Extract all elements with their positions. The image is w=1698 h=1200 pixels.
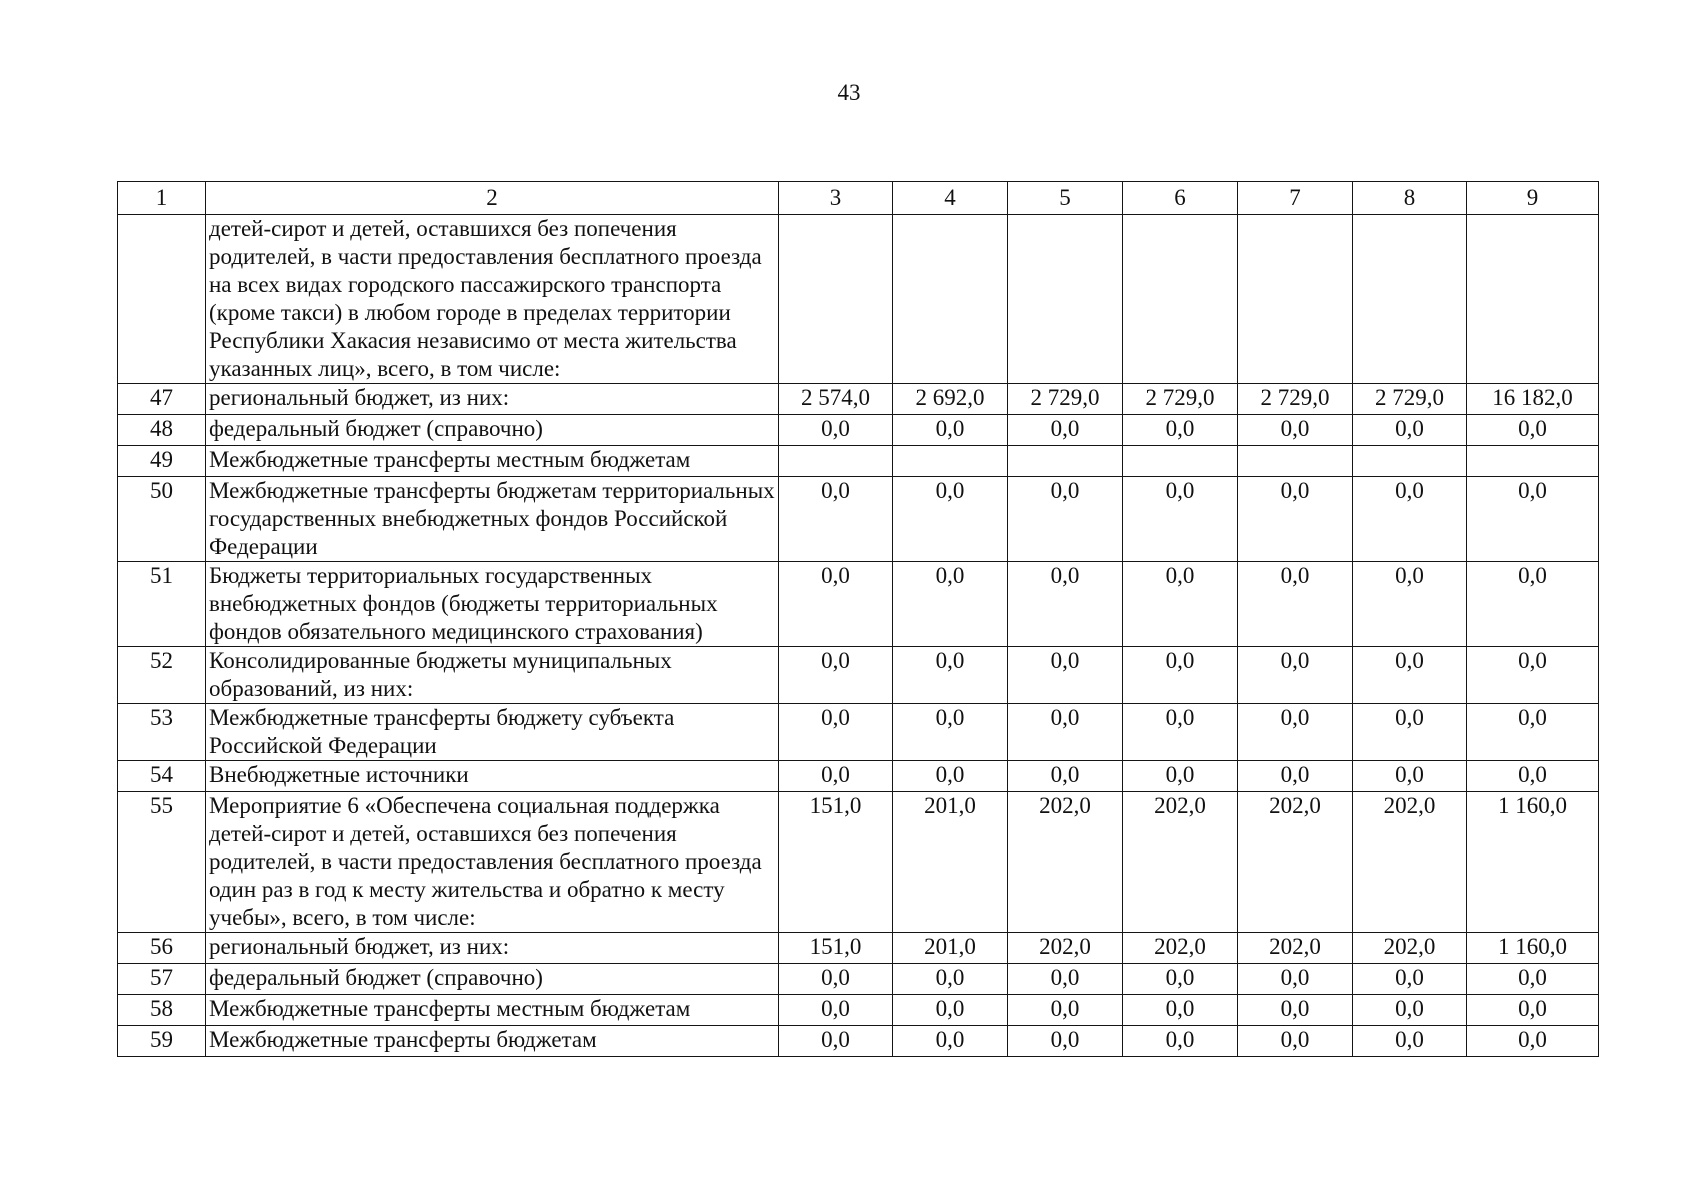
row-value-cell: 0,0 [1353,647,1467,704]
row-value-cell: 0,0 [779,964,893,995]
row-value-cell: 0,0 [893,477,1008,562]
row-value-cell: 0,0 [893,761,1008,792]
row-value-cell: 0,0 [1467,1026,1599,1057]
row-value-cell: 0,0 [1353,964,1467,995]
table-row [118,415,1599,446]
table-row [118,995,1599,1026]
row-value-cell [1123,446,1238,477]
row-value-cell: 202,0 [1238,933,1353,964]
table-row [118,792,1599,933]
row-value-cell: 0,0 [779,1026,893,1057]
row-value-cell: 0,0 [779,647,893,704]
row-number-cell: 53 [118,704,206,761]
row-value-cell: 201,0 [893,933,1008,964]
row-value-cell: 0,0 [1467,562,1599,647]
row-description-cell: Мероприятие 6 «Обеспечена социальная поддержка детей-сирот и детей, оставшихся без попечения родителей, в части предоставления бесплатного проезда один раз в год к месту жительства и обратно к месту учебы», всего, в том числе: [206,792,779,933]
row-value-cell: 0,0 [1123,761,1238,792]
row-value-cell: 202,0 [1008,933,1123,964]
row-value-cell [1353,446,1467,477]
row-number-cell: 50 [118,477,206,562]
budget-table [117,181,1599,1057]
row-value-cell: 0,0 [1238,1026,1353,1057]
row-description-cell: детей-сирот и детей, оставшихся без попечения родителей, в части предоставления бесплатного проезда на всех видах городского пассажирского транспорта (кроме такси) в любом городе в пределах территории Республики Хакасия независимо от места жительства указанных лиц», всего, в том числе: [206,215,779,384]
row-value-cell [1467,215,1599,384]
row-value-cell: 0,0 [1008,761,1123,792]
row-value-cell: 16 182,0 [1467,384,1599,415]
row-value-cell [893,215,1008,384]
row-value-cell: 2 692,0 [893,384,1008,415]
row-value-cell [893,446,1008,477]
row-value-cell: 0,0 [779,415,893,446]
header-cell: 2 [206,182,779,215]
row-value-cell: 0,0 [1238,415,1353,446]
header-cell: 6 [1123,182,1238,215]
row-value-cell: 0,0 [779,477,893,562]
table-header-row [118,182,1599,215]
row-description-cell: Межбюджетные трансферты местным бюджетам [206,446,779,477]
row-value-cell [1238,446,1353,477]
row-number-cell: 47 [118,384,206,415]
row-value-cell: 0,0 [893,562,1008,647]
row-number-cell [118,215,206,384]
header-cell: 4 [893,182,1008,215]
row-value-cell [779,215,893,384]
row-value-cell: 0,0 [1238,562,1353,647]
row-number-cell: 58 [118,995,206,1026]
row-value-cell: 0,0 [1008,1026,1123,1057]
row-value-cell: 2 729,0 [1008,384,1123,415]
row-value-cell: 0,0 [1467,647,1599,704]
table-row [118,964,1599,995]
row-value-cell: 0,0 [1008,704,1123,761]
row-value-cell: 151,0 [779,792,893,933]
row-number-cell: 51 [118,562,206,647]
row-value-cell: 1 160,0 [1467,792,1599,933]
row-number-cell: 48 [118,415,206,446]
row-value-cell: 0,0 [1238,477,1353,562]
page-number: 43 [837,80,861,105]
row-number-cell: 52 [118,647,206,704]
row-value-cell: 0,0 [779,704,893,761]
row-value-cell: 0,0 [1123,995,1238,1026]
table-row [118,215,1599,384]
row-description-cell: региональный бюджет, из них: [206,384,779,415]
row-value-cell: 151,0 [779,933,893,964]
row-value-cell: 0,0 [1353,415,1467,446]
header-cell: 8 [1353,182,1467,215]
row-value-cell: 202,0 [1238,792,1353,933]
row-value-cell: 0,0 [1353,477,1467,562]
row-description-cell: Межбюджетные трансферты бюджетам территориальных государственных внебюджетных фондов Российской Федерации [206,477,779,562]
row-value-cell: 0,0 [1008,964,1123,995]
row-value-cell: 0,0 [1238,995,1353,1026]
row-value-cell: 0,0 [1467,964,1599,995]
row-value-cell: 0,0 [1123,562,1238,647]
row-value-cell [1353,215,1467,384]
header-cell: 3 [779,182,893,215]
row-value-cell: 202,0 [1123,933,1238,964]
table-row [118,446,1599,477]
row-value-cell: 0,0 [1123,477,1238,562]
row-value-cell: 0,0 [1008,995,1123,1026]
row-value-cell: 0,0 [779,761,893,792]
row-value-cell: 0,0 [1123,1026,1238,1057]
row-value-cell: 202,0 [1008,792,1123,933]
row-number-cell: 56 [118,933,206,964]
row-value-cell: 0,0 [1008,647,1123,704]
row-number-cell: 54 [118,761,206,792]
table-row [118,761,1599,792]
table-row [118,477,1599,562]
row-value-cell: 0,0 [1353,562,1467,647]
row-value-cell: 0,0 [1353,995,1467,1026]
row-value-cell: 2 729,0 [1353,384,1467,415]
row-value-cell: 2 729,0 [1123,384,1238,415]
row-value-cell: 0,0 [1467,995,1599,1026]
row-value-cell: 0,0 [893,415,1008,446]
row-value-cell [1123,215,1238,384]
row-description-cell: Межбюджетные трансферты бюджетам [206,1026,779,1057]
row-value-cell: 0,0 [893,1026,1008,1057]
row-value-cell: 0,0 [893,995,1008,1026]
row-description-cell: региональный бюджет, из них: [206,933,779,964]
row-value-cell [1238,215,1353,384]
row-number-cell: 59 [118,1026,206,1057]
row-description-cell: Консолидированные бюджеты муниципальных образований, из них: [206,647,779,704]
row-value-cell: 0,0 [893,964,1008,995]
row-value-cell: 0,0 [779,995,893,1026]
row-value-cell [779,446,893,477]
row-value-cell: 202,0 [1353,933,1467,964]
row-description-cell: Внебюджетные источники [206,761,779,792]
table-row [118,384,1599,415]
row-value-cell: 0,0 [1353,761,1467,792]
row-value-cell: 201,0 [893,792,1008,933]
row-value-cell: 202,0 [1123,792,1238,933]
row-value-cell: 0,0 [1238,647,1353,704]
row-value-cell: 0,0 [1353,704,1467,761]
row-value-cell: 2 574,0 [779,384,893,415]
table-row [118,1026,1599,1057]
row-description-cell: Бюджеты территориальных государственных внебюджетных фондов (бюджеты территориальных фондов обязательного медицинского страхования) [206,562,779,647]
row-value-cell: 0,0 [1123,704,1238,761]
row-value-cell: 0,0 [893,704,1008,761]
row-value-cell: 0,0 [1467,761,1599,792]
header-cell: 9 [1467,182,1599,215]
row-value-cell: 0,0 [1238,704,1353,761]
row-value-cell: 0,0 [1008,562,1123,647]
row-value-cell: 0,0 [1008,477,1123,562]
row-value-cell: 202,0 [1353,792,1467,933]
row-value-cell: 0,0 [1123,964,1238,995]
row-value-cell [1008,446,1123,477]
row-value-cell [1467,446,1599,477]
table-row [118,933,1599,964]
table-row [118,647,1599,704]
header-cell: 7 [1238,182,1353,215]
header-cell: 1 [118,182,206,215]
row-value-cell: 0,0 [1008,415,1123,446]
row-value-cell: 0,0 [1353,1026,1467,1057]
header-cell: 5 [1008,182,1123,215]
row-value-cell: 0,0 [1467,704,1599,761]
row-description-cell: Межбюджетные трансферты местным бюджетам [206,995,779,1026]
table-row [118,704,1599,761]
row-number-cell: 55 [118,792,206,933]
row-description-cell: Межбюджетные трансферты бюджету субъекта Российской Федерации [206,704,779,761]
row-value-cell: 0,0 [893,647,1008,704]
row-value-cell: 0,0 [1123,647,1238,704]
row-number-cell: 49 [118,446,206,477]
row-value-cell [1008,215,1123,384]
row-description-cell: федеральный бюджет (справочно) [206,415,779,446]
table-row [118,562,1599,647]
row-number-cell: 57 [118,964,206,995]
row-description-cell: федеральный бюджет (справочно) [206,964,779,995]
row-value-cell: 1 160,0 [1467,933,1599,964]
row-value-cell: 0,0 [1238,964,1353,995]
row-value-cell: 2 729,0 [1238,384,1353,415]
row-value-cell: 0,0 [779,562,893,647]
row-value-cell: 0,0 [1467,415,1599,446]
row-value-cell: 0,0 [1238,761,1353,792]
row-value-cell: 0,0 [1467,477,1599,562]
row-value-cell: 0,0 [1123,415,1238,446]
